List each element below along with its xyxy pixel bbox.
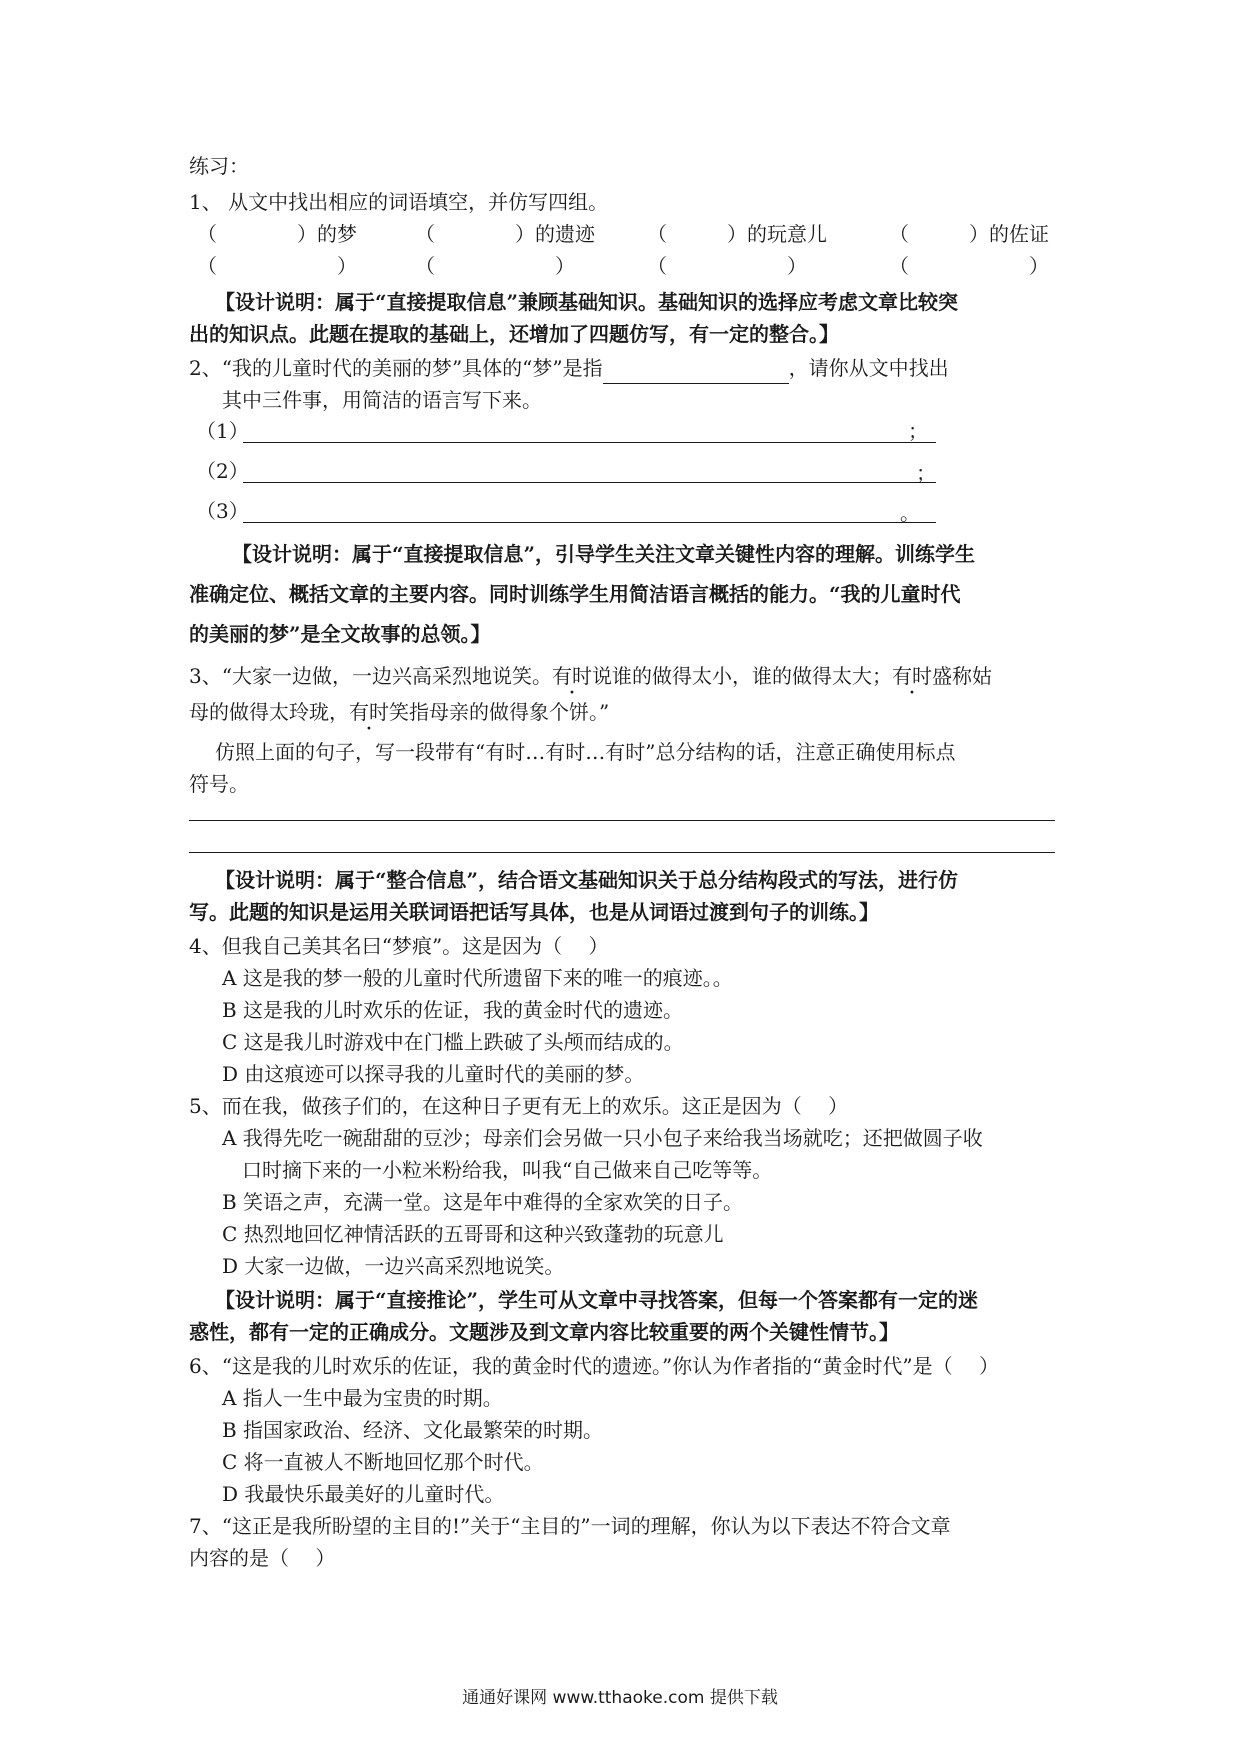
q4-option-c[interactable]: C 这是我儿时游戏中在门槛上跌破了头颅而结成的。 <box>222 1030 684 1054</box>
q5-option-a-cont: 口时摘下来的一小粒米粉给我，叫我“自己做来自己吃等等。 <box>222 1158 773 1182</box>
q5-design-note-line-2: 惑性，都有一定的正确成分。文题涉及到文章内容比较重要的两个关键性情节。】 <box>189 1320 899 1344</box>
q7-stem-line-1: 7、“这正是我所盼望的主目的!”关于“主目的”一词的理解，你认为以下表达不符合文章 <box>189 1514 951 1538</box>
q2-item-3-end: 。 <box>900 501 920 525</box>
q1-blank-1[interactable]: （ ）的梦 <box>197 222 357 246</box>
q4-stem: 4、但我自己美其名曰“梦痕”。这是因为（ ） <box>189 934 609 958</box>
q1-imitate-4[interactable]: （ ） <box>889 254 1049 278</box>
q2-stem-c: 其中三件事，用简洁的语言写下来。 <box>222 388 542 412</box>
q1-imitate-1[interactable]: （ ） <box>197 254 357 278</box>
section-heading: 练习： <box>189 154 249 178</box>
q2-item-1-num: （1） <box>196 419 249 443</box>
q3-quote-part: 3、“大家一边做，一边兴高采烈地说笑。 <box>189 664 552 688</box>
q2-item-2-num: （2） <box>196 459 249 483</box>
q2-item-3-line[interactable] <box>243 522 936 523</box>
q2-answer-line[interactable] <box>603 361 789 384</box>
q2-item-2-end: ； <box>916 461 936 485</box>
q2-item-2-line[interactable] <box>243 482 936 483</box>
q4-option-b[interactable]: B 这是我的儿时欢乐的佐证，我的黄金时代的遗迹。 <box>222 998 684 1022</box>
q2-stem-b: ，请你从文中找出 <box>788 356 949 380</box>
q1-stem: 1、 从文中找出相应的词语填空，并仿写四组。 <box>189 190 609 214</box>
q3-task-line-1: 仿照上面的句子，写一段带有“有时…有时…有时”总分结构的话，注意正确使用标点 <box>215 740 956 764</box>
q1-imitate-2[interactable]: （ ） <box>415 254 575 278</box>
q3-quote-line-1 <box>189 660 992 692</box>
q2-stem-a: 2、“我的儿童时代的美丽的梦”具体的“梦”是指 <box>189 356 603 380</box>
q1-blank-2[interactable]: （ ）的遗迹 <box>415 222 595 246</box>
q3-design-note-line-2: 写。此题的知识是运用关联词语把话写具体，也是从词语过渡到句子的训练。】 <box>189 900 879 924</box>
q6-stem: 6、“这是我的儿时欢乐的佐证，我的黄金时代的遗迹。”你认为作者指的“黄金时代”是（ ） <box>189 1354 999 1378</box>
q3-emphasis-word: 有时 <box>551 664 592 688</box>
q1-design-note-line-2: 出的知识点。此题在提取的基础上，还增加了四题仿写，有一定的整合。】 <box>189 322 839 346</box>
q5-design-note-line-1: 【设计说明：属于“直接推论”，学生可从文章中寻找答案，但每一个答案都有一定的迷 <box>215 1288 979 1312</box>
q6-option-a[interactable]: A 指人一生中最为宝贵的时期。 <box>222 1386 503 1410</box>
q5-option-a[interactable]: A 我得先吃一碗甜甜的豆沙；母亲们会另做一只小包子来给我当场就吃；还把做圆子收 <box>222 1126 983 1150</box>
q1-blank-4[interactable]: （ ）的佐证 <box>889 222 1049 246</box>
q2-design-note-line-2: 准确定位、概括文章的主要内容。同时训练学生用简洁语言概括的能力。“我的儿童时代 <box>189 582 961 606</box>
q3-task-line-2: 符号。 <box>189 772 249 796</box>
q2-item-1-line[interactable] <box>243 442 936 443</box>
q2-item-1-end: ； <box>908 419 928 443</box>
q3-quote-part: 盛称姑 <box>931 664 992 688</box>
q6-option-b[interactable]: B 指国家政治、经济、文化最繁荣的时期。 <box>222 1418 604 1442</box>
q4-option-a[interactable]: A 这是我的梦一般的儿童时代所遗留下来的唯一的痕迹。。 <box>222 966 733 990</box>
q5-stem: 5、而在我，做孩子们的，在这种日子更有无上的欢乐。这正是因为（ ） <box>189 1094 849 1118</box>
q1-blank-3[interactable]: （ ）的玩意儿 <box>647 222 827 246</box>
q1-imitate-3[interactable]: （ ） <box>647 254 807 278</box>
q7-stem-line-2: 内容的是（ ） <box>189 1546 336 1570</box>
q2-design-note-line-1: 【设计说明：属于“直接提取信息”，引导学生关注文章关键性内容的理解。训练学生 <box>232 542 976 566</box>
q3-answer-line-1[interactable] <box>189 820 1055 821</box>
q6-option-d[interactable]: D 我最快乐最美好的儿童时代。 <box>222 1482 505 1506</box>
q3-quote-part: 笑指母亲的做得象个饼。” <box>389 700 610 724</box>
q5-option-b[interactable]: B 笑语之声，充满一堂。这是年中难得的全家欢笑的日子。 <box>222 1190 744 1214</box>
q5-option-d[interactable]: D 大家一边做，一边兴高采烈地说笑。 <box>222 1254 565 1278</box>
q4-option-d[interactable]: D 由这痕迹可以探寻我的儿童时代的美丽的梦。 <box>222 1062 645 1086</box>
q1-design-note-line-1: 【设计说明：属于“直接提取信息”兼顾基础知识。基础知识的选择应考虑文章比较突 <box>215 290 959 314</box>
q2-item-3-num: （3） <box>196 499 249 523</box>
q3-design-note-line-1: 【设计说明：属于“整合信息”，结合语文基础知识关于总分结构段式的写法，进行仿 <box>215 868 959 892</box>
footer-credit: 通通好课网 www.tthaoke.com 提供下载 <box>462 1688 778 1708</box>
q5-option-c[interactable]: C 热烈地回忆神情活跃的五哥哥和这种兴致蓬勃的玩意儿 <box>222 1222 724 1246</box>
q3-emphasis-word: 有时 <box>349 700 389 724</box>
q3-emphasis-word: 有时 <box>891 664 932 688</box>
q6-option-c[interactable]: C 将一直被人不断地回忆那个时代。 <box>222 1450 544 1474</box>
q2-stem <box>189 352 949 384</box>
q3-quote-line-2 <box>189 696 609 728</box>
q3-answer-line-2[interactable] <box>189 852 1055 853</box>
q3-quote-part: 母的做得太玲珑， <box>189 700 349 724</box>
q2-design-note-line-3: 的美丽的梦”是全文故事的总领。】 <box>189 622 491 646</box>
q3-quote-part: 说谁的做得太小，谁的做得太大； <box>591 664 892 688</box>
